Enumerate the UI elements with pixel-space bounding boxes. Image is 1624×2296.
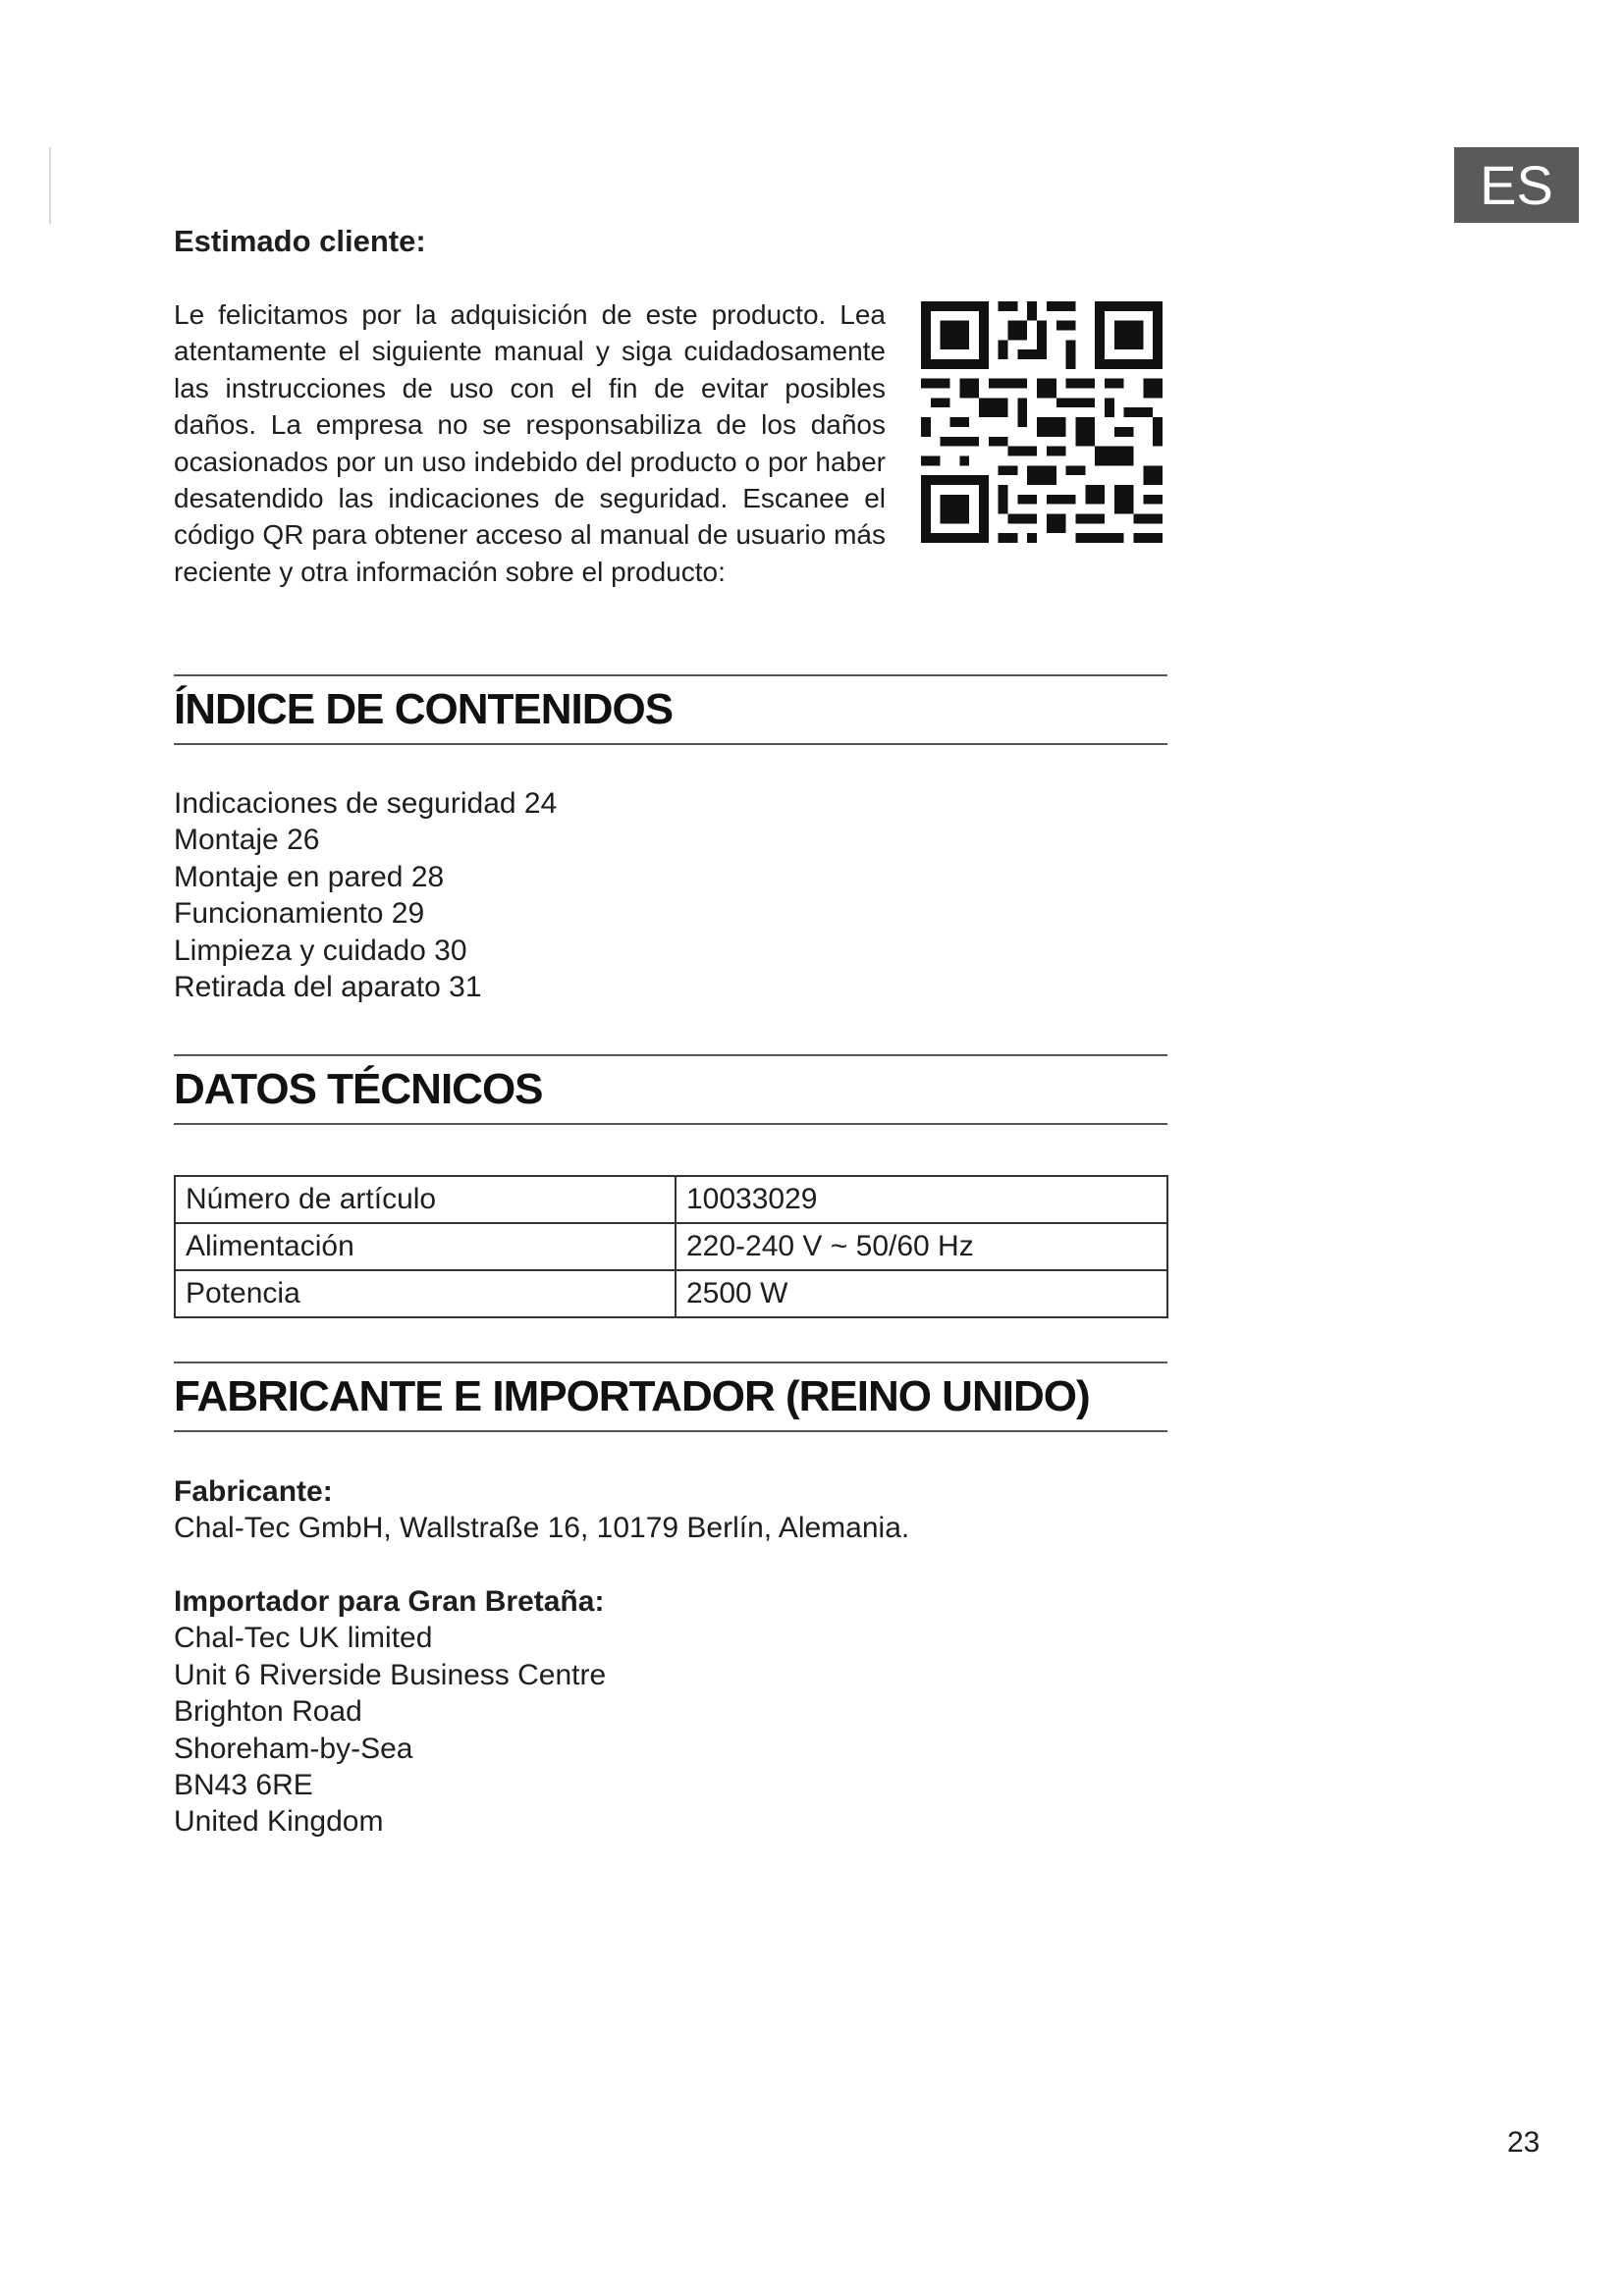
importer-block bbox=[174, 1583, 606, 1841]
table-row bbox=[175, 1176, 1167, 1223]
divider bbox=[174, 743, 1167, 745]
tech-title: DATOS TÉCNICOS bbox=[174, 1065, 543, 1113]
spec-label: Número de artículo bbox=[175, 1176, 676, 1223]
toc-item[interactable]: Limpieza y cuidado 30 bbox=[174, 934, 467, 967]
tech-section bbox=[174, 1054, 1167, 1125]
intro-paragraph: Le felicitamos por la adquisición de este producto. Lea atentamente el siguiente manual y siga cuidadosamente las instrucciones de uso con el fin de evitar posibles daños. La empresa no se responsabiliza de los daños ocasionados por un uso indebido del producto o por haber desatendido las indicaciones de seguridad. Escanee el código QR para obtener acceso al manual de usuario más reciente y otra información sobre el producto: bbox=[174, 299, 886, 587]
address-line: BN43 6RE bbox=[174, 1769, 313, 1802]
toc-item[interactable]: Indicaciones de seguridad 24 bbox=[174, 787, 558, 820]
toc-list bbox=[174, 785, 557, 1005]
spec-value: 2500 W bbox=[676, 1270, 1167, 1317]
address-line: United Kingdom bbox=[174, 1805, 384, 1839]
margin-line bbox=[49, 147, 51, 224]
manufacturer-title: FABRICANTE E IMPORTADOR (REINO UNIDO) bbox=[174, 1372, 1090, 1420]
importer-label: Importador para Gran Bretaña: bbox=[174, 1585, 605, 1618]
spec-value: 220-240 V ~ 50/60 Hz bbox=[676, 1223, 1167, 1270]
address-line: Brighton Road bbox=[174, 1695, 362, 1729]
greeting: Estimado cliente: bbox=[174, 224, 426, 258]
toc-title: ÍNDICE DE CONTENIDOS bbox=[174, 685, 674, 733]
toc-section bbox=[174, 674, 1167, 745]
language-badge: ES bbox=[1454, 147, 1579, 223]
toc-item[interactable]: Funcionamiento 29 bbox=[174, 897, 425, 931]
divider bbox=[174, 1123, 1167, 1125]
toc-item[interactable]: Montaje 26 bbox=[174, 824, 320, 857]
spec-value: 10033029 bbox=[676, 1176, 1167, 1223]
manufacturer-block bbox=[174, 1473, 909, 1547]
tech-specs-table bbox=[174, 1175, 1168, 1318]
divider bbox=[174, 1430, 1167, 1432]
address-line: Unit 6 Riverside Business Centre bbox=[174, 1658, 607, 1691]
address-line: Shoreham-by-Sea bbox=[174, 1732, 413, 1765]
manufacturer-address: Chal-Tec GmbH, Wallstraße 16, 10179 Berlín, Alemania. bbox=[174, 1512, 910, 1545]
manufacturer-section bbox=[174, 1362, 1167, 1432]
spec-label: Potencia bbox=[175, 1270, 676, 1317]
table-row bbox=[175, 1223, 1167, 1270]
toc-item[interactable]: Retirada del aparato 31 bbox=[174, 971, 482, 1004]
spec-label: Alimentación bbox=[175, 1223, 676, 1270]
page-number: 23 bbox=[1507, 2126, 1541, 2159]
table-row bbox=[175, 1270, 1167, 1317]
address-line: Chal-Tec UK limited bbox=[174, 1622, 433, 1655]
toc-item[interactable]: Montaje en pared 28 bbox=[174, 860, 445, 893]
qr-code[interactable] bbox=[921, 301, 1163, 543]
manufacturer-label: Fabricante: bbox=[174, 1475, 333, 1508]
